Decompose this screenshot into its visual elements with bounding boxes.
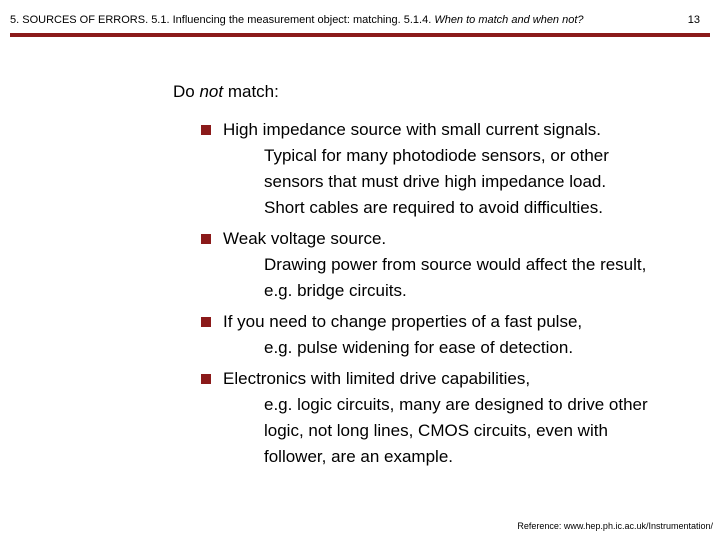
bullet-lead: High impedance source with small current signals. xyxy=(223,120,601,139)
subtitle-emphasis: not xyxy=(199,82,224,101)
subtitle-start: Do xyxy=(173,82,200,101)
bullet-detail: e.g. pulse widening for ease of detection. xyxy=(264,338,574,357)
bullet-detail: Drawing power from source would affect the result, xyxy=(264,255,647,274)
bullet-detail: e.g. logic circuits, many are designed to drive other xyxy=(264,395,648,414)
header-divider xyxy=(10,33,710,37)
breadcrumb-path: 5. SOURCES OF ERRORS. 5.1. Influencing the measurement object: matching. 5.1.4. xyxy=(10,14,435,26)
reference-footer: Reference: www.hep.ph.ic.ac.uk/Instrumentation/ xyxy=(517,521,713,531)
bullet-detail: Typical for many photodiode sensors, or other xyxy=(264,146,609,165)
list-item xyxy=(200,309,700,361)
bullet-lead: If you need to change properties of a fast pulse, xyxy=(223,312,583,331)
square-bullet-icon xyxy=(201,125,211,135)
slide-header xyxy=(10,12,700,28)
bullet-detail: follower, are an example. xyxy=(264,447,453,466)
list-item xyxy=(200,366,700,470)
bullet-lead: Weak voltage source. xyxy=(223,229,387,248)
list-item xyxy=(200,117,700,221)
square-bullet-icon xyxy=(201,234,211,244)
breadcrumb-current: When to match and when not? xyxy=(434,14,584,26)
bullet-detail: sensors that must drive high impedance load. xyxy=(264,172,607,191)
bullet-detail: logic, not long lines, CMOS circuits, even with xyxy=(264,421,608,440)
bullet-list xyxy=(200,117,700,470)
section-subtitle xyxy=(173,82,279,102)
slide-number: 13 xyxy=(687,14,700,26)
square-bullet-icon xyxy=(201,374,211,384)
list-item xyxy=(200,226,700,304)
bullet-detail: Short cables are required to avoid difficulties. xyxy=(264,198,603,217)
bullet-detail: e.g. bridge circuits. xyxy=(264,281,407,300)
subtitle-end: match: xyxy=(223,82,279,101)
bullet-lead: Electronics with limited drive capabilities, xyxy=(223,369,531,388)
square-bullet-icon xyxy=(201,317,211,327)
breadcrumb xyxy=(10,12,584,28)
